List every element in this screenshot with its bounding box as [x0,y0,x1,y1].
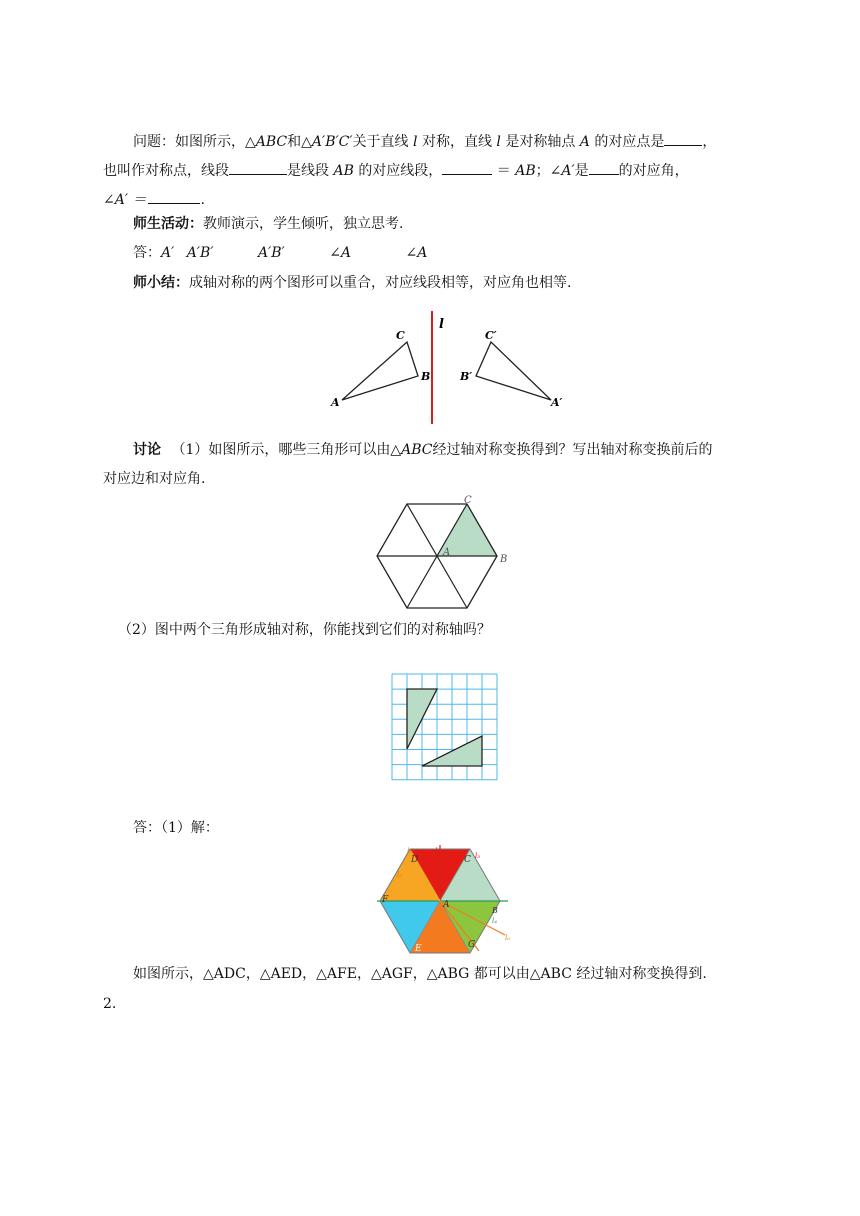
question-2 [118,620,491,640]
label-l4: l₄ [492,917,498,925]
problem-line-2 [103,160,689,181]
answer-2-line [133,818,219,838]
answer-d: ∠A [329,245,352,261]
activity-text: 教师演示，学生倾听，独立思考. [203,216,404,232]
summary-label: 师小结： [133,275,189,291]
text: 的对应角， [618,163,689,179]
answer-b: A′B′ [186,245,214,261]
label-l6: l₆ [505,934,511,942]
discuss-label: 讨论 [133,442,161,458]
text: 和 [287,134,302,150]
question-2-text: （2）图中两个三角形成轴对称，你能找到它们的对称轴吗？ [118,622,491,638]
segment-ab: AB [515,163,536,179]
label-c: C [464,855,471,865]
text: 是线段 [287,163,329,179]
point-a: A [579,134,590,150]
text: 是对称轴点 [505,134,576,150]
angle-a-prime-eq: ∠A′ ＝ [103,192,147,208]
blank [664,131,702,146]
discuss-text: （1）如图所示，哪些三角形可以由 [171,442,391,458]
label-d: D [411,855,419,865]
text: 的对应点是 [594,134,665,150]
triangle-abc: △ABC [245,134,288,150]
answer-line [133,243,427,263]
label-l3: l₃ [475,852,481,860]
discussion-line-2 [103,469,205,489]
discuss-text: 对应边和对应角. [103,471,206,487]
label-c-prime: C′ [485,329,497,342]
text: ； [535,163,550,179]
label-l1: l₁ [435,847,441,855]
colored-hexagon-figure [375,843,515,955]
discuss-text: 经过轴对称变换得到？写出轴对称变换前后的 [432,442,713,458]
item-2 [103,994,116,1014]
text: 是 [574,163,589,179]
label-b: B [421,370,431,383]
text: ＝ [496,163,511,179]
answer-c: A′B′ [257,245,285,261]
label-a: A [443,900,450,910]
answer-a: A′ [161,245,175,261]
problem-line-3 [103,189,205,210]
line-l: l [496,134,501,150]
label-a: A [443,547,451,558]
text: . [200,192,205,208]
blank [442,160,492,175]
label-a-prime: A′ [551,396,563,409]
text: 也叫作对称点，线段 [103,163,229,179]
text: 对称，直线 [421,134,492,150]
label-l5: l₅ [397,871,403,879]
label-f: F [382,895,389,905]
activity-line [133,214,403,234]
problem-line-1 [133,131,716,152]
label-g: G [468,940,476,950]
answer-label: 答： [133,245,161,261]
triangle-abc-prime: △A′B′C′ [301,134,353,150]
blank [148,189,200,204]
text: 关于直线 [352,134,409,150]
label-e: E [415,944,422,954]
item-2-label: 2. [103,996,117,1012]
activity-label: 师生活动： [133,216,203,232]
label-c: C [396,329,405,342]
line-l: l [413,134,418,150]
label-l: l [439,317,444,332]
grid-figure [391,672,499,782]
angle-a-prime: ∠A′ [549,163,575,179]
triangle-abc: △ABC [390,442,433,458]
label-b-prime: B′ [460,370,473,383]
summary-line [133,273,571,293]
answer-e: ∠A [405,245,428,261]
segment-ab: AB [333,163,354,179]
reflection-figure [325,308,575,428]
summary-text: 成轴对称的两个图形可以重合，对应线段相等，对应角也相等. [189,275,572,291]
triangle-abc-prime-shape [476,342,551,400]
answer-2-text: 答：（1）解： [133,820,219,836]
blank [229,160,287,175]
text: 的对应线段， [358,163,443,179]
label-c: C [464,495,472,506]
text: 问题：如图所示， [133,134,245,150]
conclusion-text: 如图所示，△ADC，△AED，△AFE，△AGF，△ABG 都可以由△ABC 经过轴对称变换得到. [133,966,707,982]
text: ， [702,134,717,150]
label-b: B [500,554,508,565]
label-l2: l₂ [407,847,413,855]
hexagon-figure [375,494,515,612]
label-a: A [331,396,340,409]
label-b: B [492,906,498,915]
discussion-line-1 [133,440,713,460]
triangle-abc-shape [342,342,418,400]
conclusion-line [133,964,707,984]
blank [589,160,619,175]
